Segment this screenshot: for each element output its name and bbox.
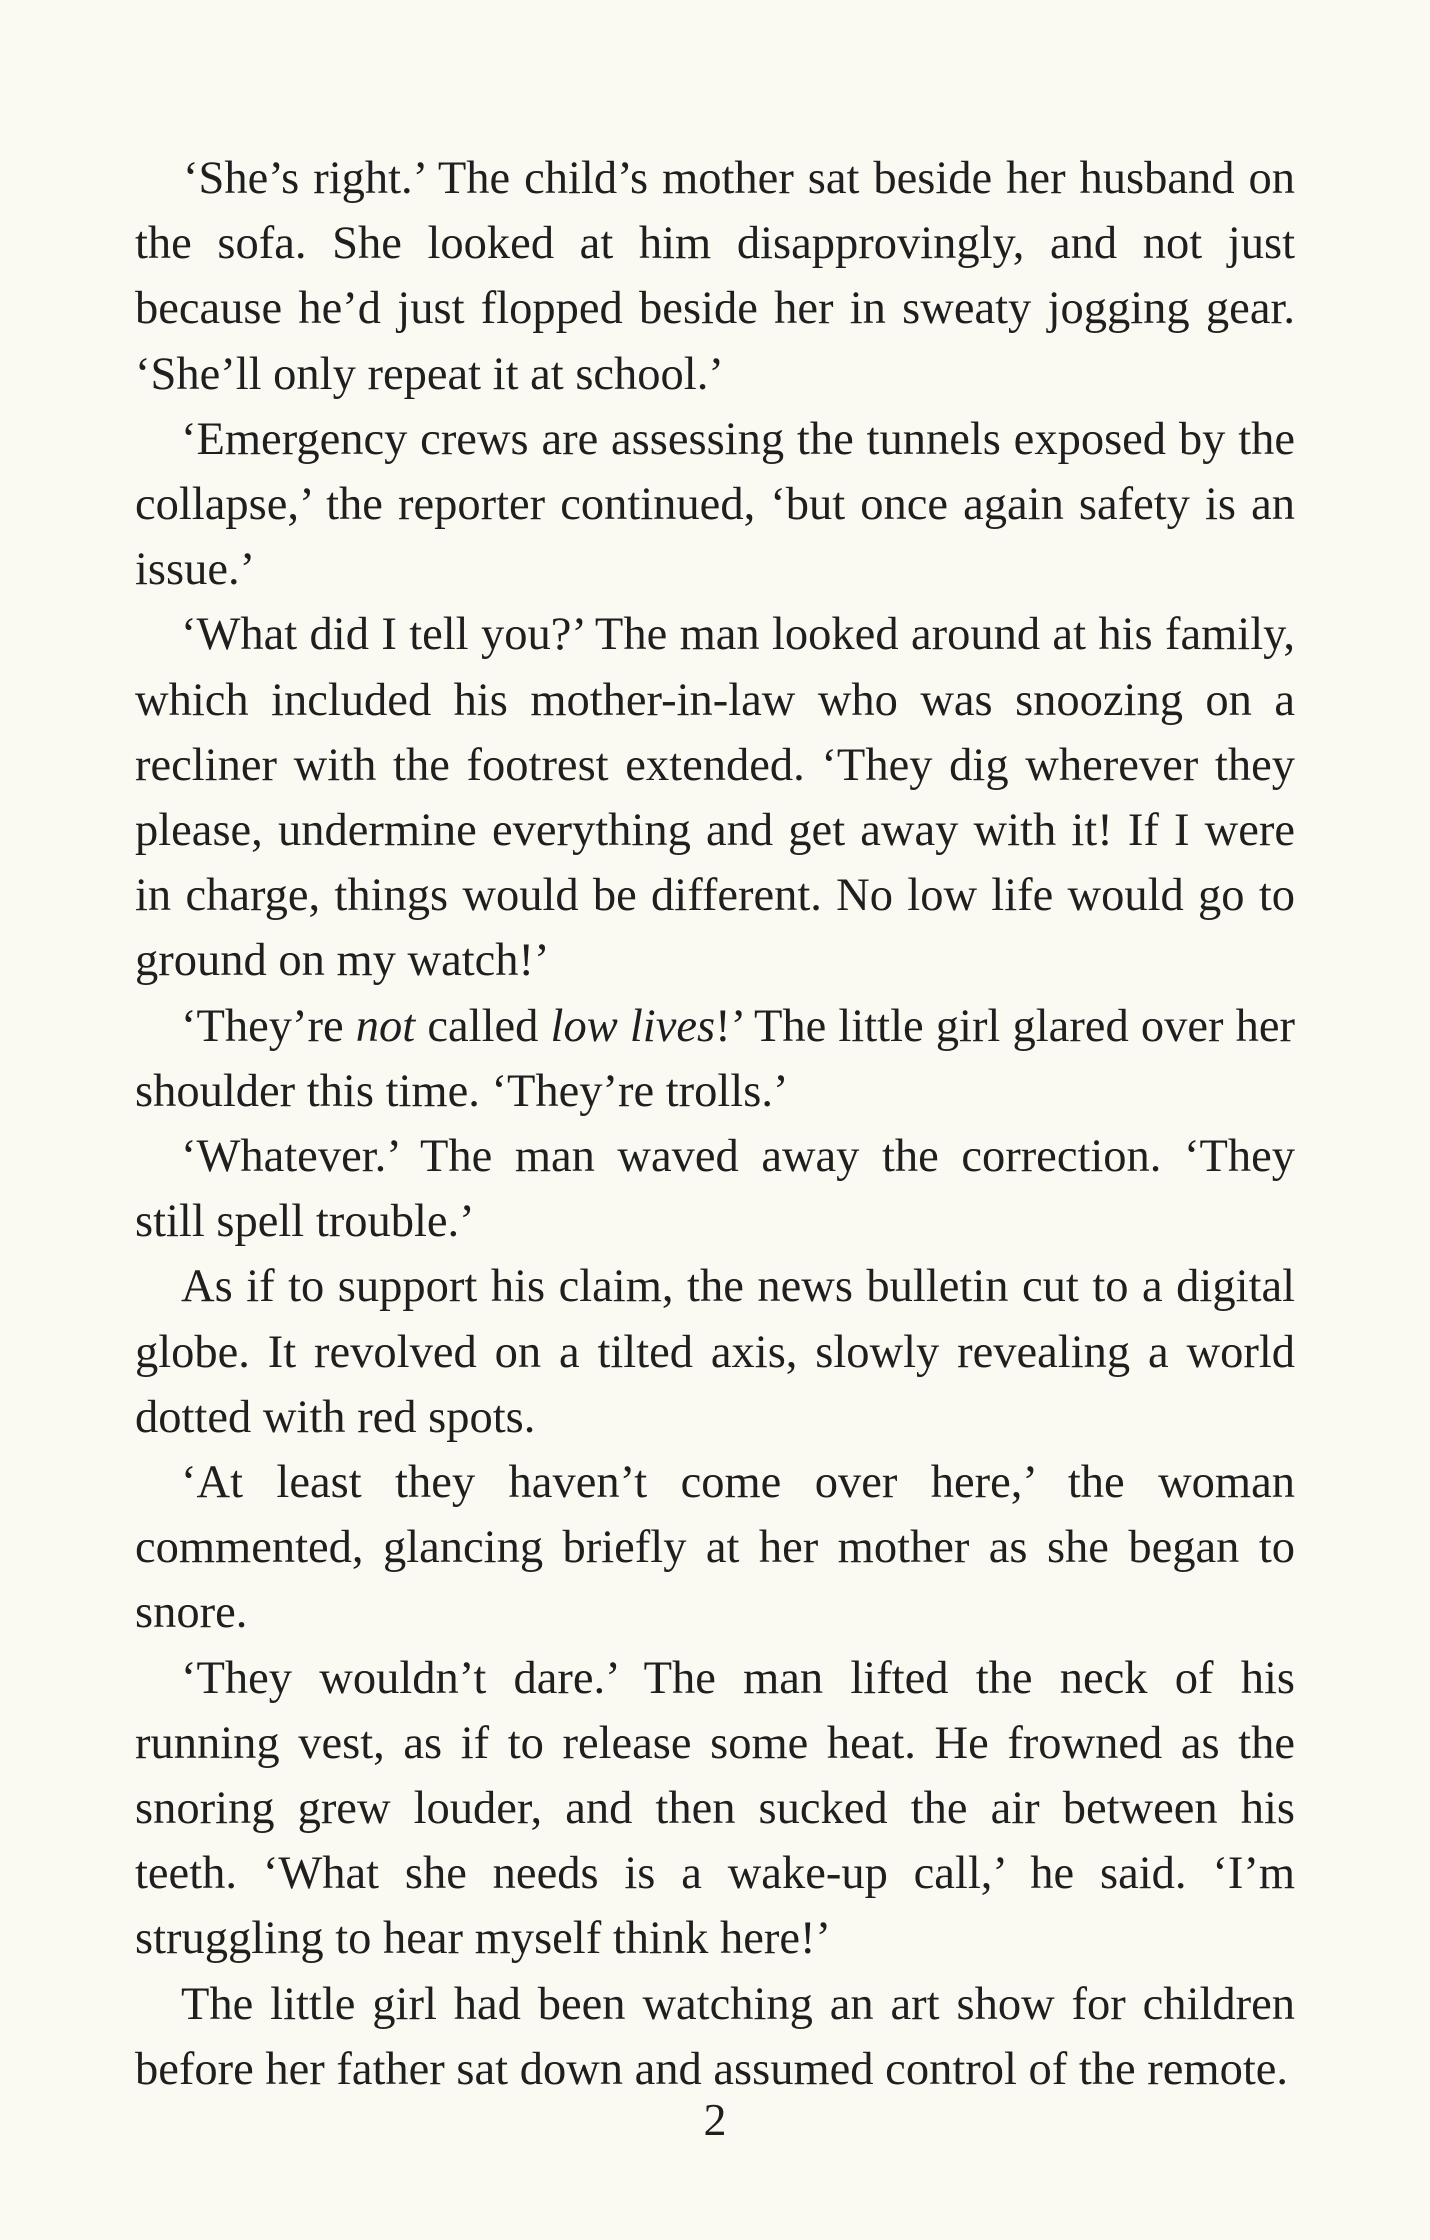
page-number: 2 xyxy=(703,2094,727,2145)
text-run: called xyxy=(415,1000,551,1052)
paragraph xyxy=(135,407,1295,603)
body-text xyxy=(135,146,1295,2102)
text-run: ‘They wouldn’t dare.’ The man lifted the neck of his running vest, as if to release some heat. He frowned as the snoring grew louder, and then sucked the air between his teeth. ‘What she needs is a wake-up call,’ he said. ‘I’m struggling to hear myself think here!’ xyxy=(135,1652,1295,1965)
text-run: ‘Whatever.’ The man waved away the correction. ‘They still spell trouble.’ xyxy=(135,1131,1295,1248)
text-run: ‘At least they haven’t come over here,’ the woman commented, glancing briefly at her mother as she began to snore. xyxy=(135,1457,1295,1639)
paragraph xyxy=(135,602,1295,993)
paragraph xyxy=(135,1254,1295,1450)
paragraph xyxy=(135,1450,1295,1646)
text-run: ‘What did I tell you?’ The man looked around at his family, which included his mother-in-law who was snoozing on a recliner with the footrest extended. ‘They dig wherever they please, undermine everything and get away with it! If I were in charge, things would be different. No low life would go to ground on my watch!’ xyxy=(135,609,1295,987)
paragraph xyxy=(135,1124,1295,1254)
text-run: The little girl had been watching an art show for children before her father sat down and assumed control of the remote. xyxy=(135,1978,1295,2095)
paragraph xyxy=(135,1972,1295,2102)
text-run: !’ The little girl glared over her shoulder this time. ‘They’re trolls.’ xyxy=(135,1000,1295,1117)
text-run: ‘She’s right.’ The child’s mother sat beside her husband on the sofa. She looked at him disapprovingly, and not just because he’d just flopped beside her in sweaty jogging gear. ‘She’ll only repeat it at school.’ xyxy=(135,153,1295,400)
italic-text: low lives xyxy=(550,1000,716,1052)
italic-text: not xyxy=(355,1000,416,1052)
text-run: ‘They’re xyxy=(181,1000,356,1052)
paragraph xyxy=(135,146,1295,407)
text-run: As if to support his claim, the news bulletin cut to a digital globe. It revolved on a tilted axis, slowly revealing a world dotted with red spots. xyxy=(135,1261,1295,1443)
text-run: ‘Emergency crews are assessing the tunnels exposed by the collapse,’ the reporter continued, ‘but once again safety is an issue.’ xyxy=(135,413,1295,596)
paragraph xyxy=(135,994,1295,1124)
paragraph xyxy=(135,1646,1295,1972)
